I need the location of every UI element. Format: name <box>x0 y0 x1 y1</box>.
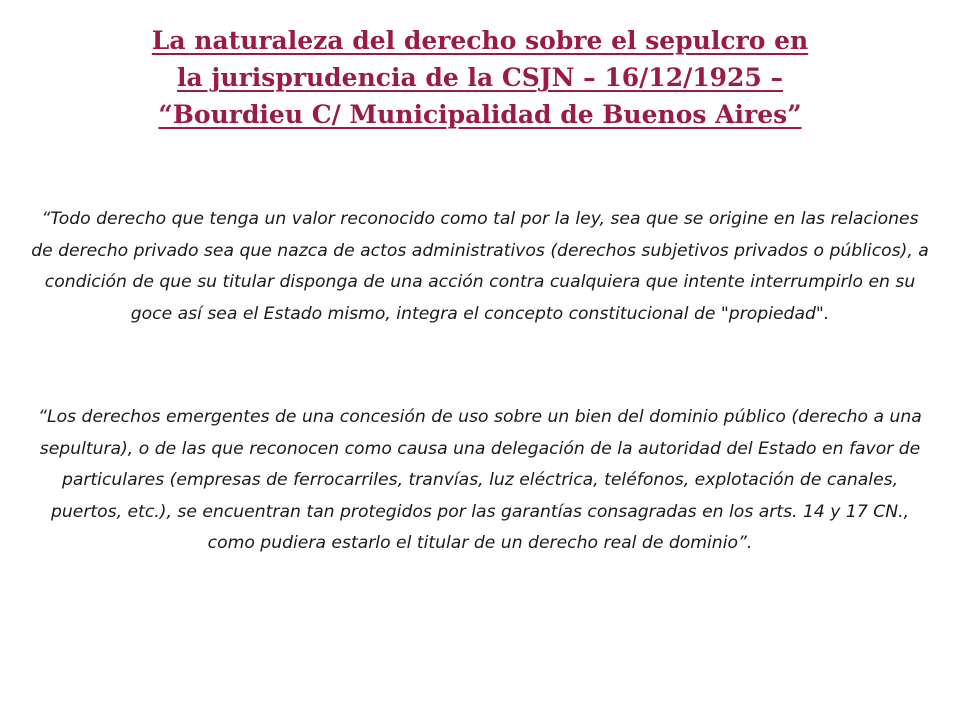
quote-paragraph-1: “Todo derecho que tenga un valor reconocido como tal por la ley, sea que se origine en las relaciones de derecho privado sea que nazca de actos administrativos (derechos subjetivos privados o públicos), a condición de que su titular disponga de una acción contra cualquiera que intente interrumpirlo en su goce así sea el Estado mismo, integra el concepto constitucional de "propiedad". <box>31 209 929 324</box>
title-line-2: la jurisprudencia de la CSJN – 16/12/1925 – <box>176 63 784 92</box>
quote-paragraph-2: “Los derechos emergentes de una concesión de uso sobre un bien del dominio público (derecho a una sepultura), o de las que reconocen como causa una delegación de la autoridad del Estado en favor de particulares (empresas de ferrocarriles, tranvías, luz eléctrica, teléfonos, explotación de canales, puertos, etc.), se encuentran tan protegidos por las garantías consagradas en los arts. 14 y 17 CN., como pudiera estarlo el titular de un derecho real de dominio”. <box>38 407 922 554</box>
title-line-3: “Bourdieu C/ Municipalidad de Buenos Aires” <box>158 100 802 129</box>
title-line-1: La naturaleza del derecho sobre el sepulcro en <box>151 26 809 55</box>
slide-title <box>40 22 920 133</box>
